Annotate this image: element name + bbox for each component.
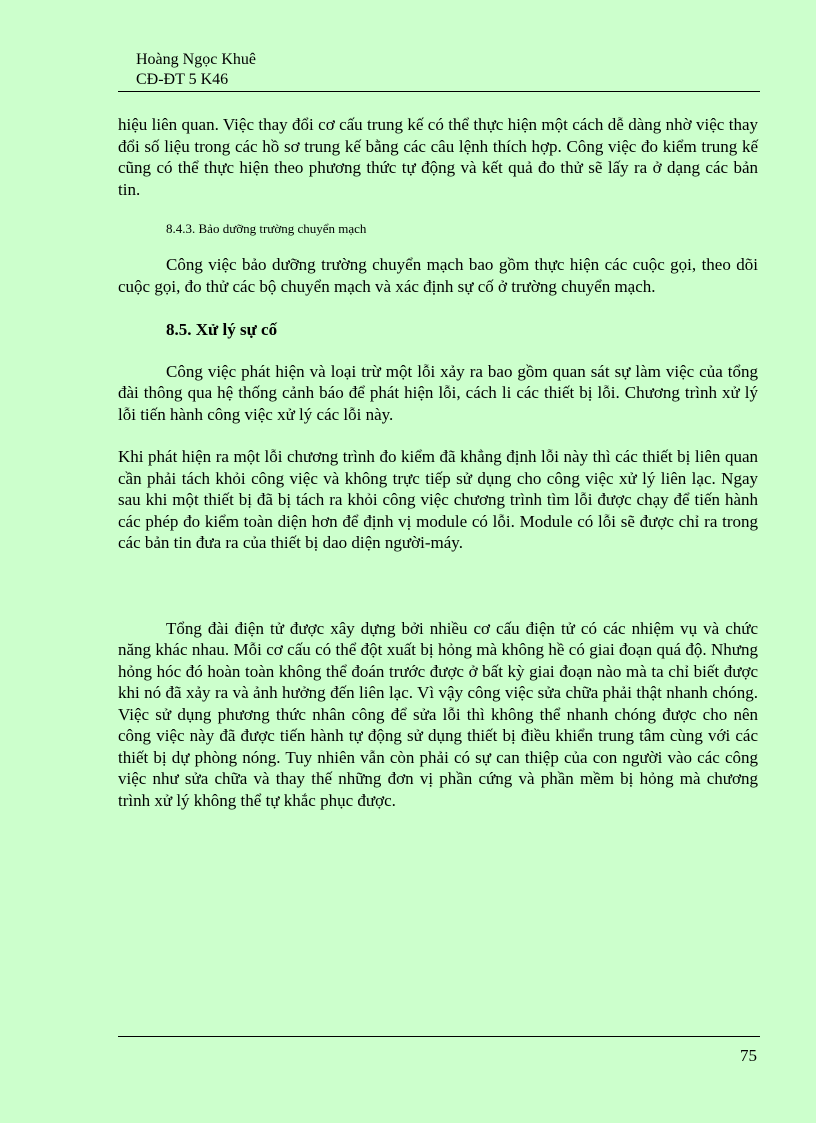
page-number: 75 bbox=[740, 1046, 757, 1065]
paragraph-electronic-exchange: Tổng đài điện tử được xây dựng bởi nhiều cơ cấu điện tử có các nhiệm vụ và chức năng khác nhau. Mỗi cơ cấu có thể đột xuất bị hỏng mà không hề có giai đoạn quá độ. Nhưng hỏng hóc đó hoàn toàn không thể đoán trước được ở bất kỳ giai đoạn nào mà ta chỉ biết được khi nó đã xảy ra và ảnh hưởng đến liên lạc. Vì vậy công việc sửa chữa phải thật nhanh chóng. Việc sử dụng phương thức nhân công để sửa lỗi thì không thể nhanh chóng được cho nên công việc này đã được tiến hành tự động sử dụng thiết bị điều khiển trung tâm cùng với các thiết bị dự phòng nóng. Tuy nhiên vẫn còn phải có sự can thiệp của con người vào các công việc như sửa chữa và thay thế những đơn vị phần cứng và phần mềm bị hỏng mà chương trình xử lý không thể tự khắc phục được. bbox=[118, 618, 758, 810]
header-class: CĐ-ĐT 5 K46 bbox=[136, 71, 229, 88]
header-author: Hoàng Ngọc Khuê bbox=[136, 51, 256, 68]
page-content bbox=[118, 114, 758, 811]
paragraph-fault-detection: Công việc phát hiện và loại trừ một lỗi xảy ra bao gồm quan sát sự làm việc của tổng đài thông qua hệ thống cảnh báo để phát hiện lỗi, cách li các thiết bị lỗi. Chương trình xử lý lỗi tiến hành công việc xử lý các lỗi này. bbox=[118, 361, 758, 424]
header-divider bbox=[118, 91, 760, 92]
paragraph-fault-isolation: Khi phát hiện ra một lỗi chương trình đo kiểm đã khẳng định lỗi này thì các thiết bị liên quan cần phải tách khỏi công việc và không trực tiếp sử dụng cho công việc xử lý liên lạc. Ngay sau khi một thiết bị đã bị tách ra khỏi công việc chương trình tìm lỗi được chạy để tiến hành các phép đo kiểm toàn diện hơn để định vị module có lỗi. Module có lỗi sẽ được chỉ ra trong các bản tin đưa ra của thiết bị dao diện người-máy. bbox=[118, 447, 758, 552]
footer-divider bbox=[118, 1036, 760, 1037]
heading-8-5: 8.5. Xử lý sự cố bbox=[166, 320, 278, 339]
heading-8-4-3: 8.4.3. Bảo dưỡng trường chuyển mạch bbox=[166, 221, 367, 236]
paragraph-switching-maintenance: Công việc bảo dưỡng trường chuyển mạch bao gồm thực hiện các cuộc gọi, theo dõi cuộc gọi, đo thử các bộ chuyển mạch và xác định sự cố ở trường chuyển mạch. bbox=[118, 255, 758, 296]
paragraph-trunk-measurement: hiệu liên quan. Việc thay đổi cơ cấu trung kế có thể thực hiện một cách dễ dàng nhờ việc thay đổi số liệu trong các hồ sơ trung kế bằng các câu lệnh thích hợp. Công việc đo kiểm trung kế cũng có thể thực hiện theo phương thức tự động và kết quả đo thử sẽ lấy ra ở dạng các bản tin. bbox=[118, 115, 758, 199]
page-header bbox=[136, 50, 256, 90]
